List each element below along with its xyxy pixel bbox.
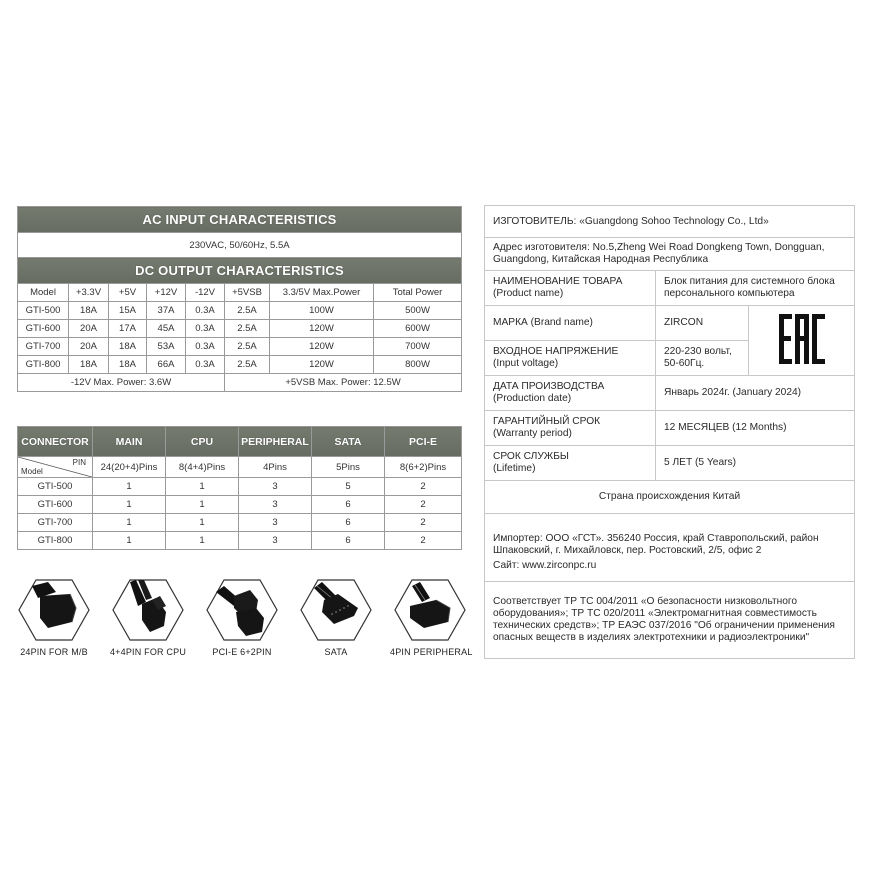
connector-label: PCI-E 6+2PIN: [212, 647, 272, 657]
connector-label: SATA: [324, 647, 348, 657]
cell: 2: [385, 478, 462, 496]
ac-input-value: 230VAC, 50/60Hz, 5.5A: [18, 233, 462, 258]
warranty-label: [485, 411, 656, 446]
col-header: -12V: [186, 284, 225, 302]
cell: 1: [166, 496, 239, 514]
minus12v-max-power: -12V Max. Power: 3.6W: [18, 374, 225, 392]
label-ru: ДАТА ПРОИЗВОДСТВА: [493, 381, 605, 392]
cell: 37A: [147, 302, 186, 320]
sata-connector-icon: [300, 578, 372, 642]
col-header: 3.3/5V Max.Power: [270, 284, 374, 302]
frequency-range: 50-60Гц.: [664, 358, 705, 369]
production-date-value: Январь 2024г. (January 2024): [656, 376, 855, 411]
cell: 120W: [270, 356, 374, 374]
connector-icon-item: [14, 578, 94, 657]
col-header: Model: [18, 284, 69, 302]
cell: 53A: [147, 338, 186, 356]
cell: 1: [166, 514, 239, 532]
power-spec-table: [17, 206, 462, 392]
5vsb-max-power: +5VSB Max. Power: 12.5W: [225, 374, 462, 392]
col-header: +5VSB: [225, 284, 270, 302]
connector-icons: [10, 578, 473, 663]
voltage-range: 220-230 вольт,: [664, 346, 732, 357]
pcie-connector-icon: [206, 578, 278, 642]
cell: GTI-500: [18, 302, 69, 320]
lifetime-row: [485, 446, 855, 481]
cell: 0.3A: [186, 302, 225, 320]
dc-output-title: DC OUTPUT CHARACTERISTICS: [18, 258, 462, 284]
cell: 120W: [270, 320, 374, 338]
cell: 8(6+2)Pins: [385, 457, 462, 478]
product-name-row: [485, 271, 855, 306]
cell: 6: [312, 496, 385, 514]
product-name-label: [485, 271, 656, 306]
label-ru: ВХОДНОЕ НАПРЯЖЕНИЕ: [493, 346, 619, 357]
brand-label: МАРКА (Brand name): [485, 306, 656, 341]
cell: 20A: [69, 320, 109, 338]
cell: GTI-700: [18, 338, 69, 356]
cell: GTI-800: [18, 356, 69, 374]
table-row: [18, 478, 462, 496]
production-date-label: [485, 376, 656, 411]
cell: 0.3A: [186, 320, 225, 338]
connector-table: [17, 426, 462, 550]
cell: 2.5A: [225, 338, 270, 356]
cell: GTI-800: [18, 532, 93, 550]
cell: 18A: [109, 338, 147, 356]
cell: 1: [93, 478, 166, 496]
label-en: (Production date): [493, 393, 572, 404]
pin-row: [18, 457, 462, 478]
cell: 0.3A: [186, 338, 225, 356]
cell: 3: [239, 478, 312, 496]
cell: 2: [385, 496, 462, 514]
address-row: [485, 238, 855, 271]
cell: 3: [239, 514, 312, 532]
connector-label: 4+4PIN FOR CPU: [109, 647, 187, 657]
cell: 0.3A: [186, 356, 225, 374]
compliance-text: Соответствует ТР ТС 004/2011 «О безопасности низковольтного оборудования»; ТР ТС 020/2011 «Электромагнитная совместимость технических средств»; ТР ЕАЭС 037/2016 "Об ограничении применения опасных веществ в изделиях электротехники и радиоэлектроники": [485, 582, 855, 659]
connector-icon-item: [390, 578, 473, 657]
connector-icon-item: [202, 578, 282, 657]
label-ru: ГАРАНТИЙНЫЙ СРОК: [493, 416, 601, 427]
cell: 2.5A: [225, 320, 270, 338]
cell: 5Pins: [312, 457, 385, 478]
connector-label: 4PIN PERIPHERAL: [390, 647, 473, 657]
pin-label: PIN: [72, 458, 86, 467]
cell: 66A: [147, 356, 186, 374]
importer-cell: [485, 514, 855, 582]
cell: 2: [385, 532, 462, 550]
label-en: (Warranty period): [493, 428, 572, 439]
24pin-connector-icon: [18, 578, 90, 642]
connector-icon-item: [296, 578, 376, 657]
cell: 500W: [374, 302, 462, 320]
manufacturer: ИЗГОТОВИТЕЛЬ: «Guangdong Sohoo Technology Co., Ltd»: [485, 206, 855, 238]
label-en: (Lifetime): [493, 463, 536, 474]
col-header: +3.3V: [69, 284, 109, 302]
eac-mark-cell: [749, 306, 855, 376]
col-header: +5V: [109, 284, 147, 302]
dc-footer-row: [18, 374, 462, 392]
model-label: Model: [21, 467, 43, 476]
diagonal-header-cell: [18, 457, 93, 478]
manufacturer-row: [485, 206, 855, 238]
website: Сайт: www.zirconpc.ru: [493, 560, 597, 571]
table-row: [18, 302, 462, 320]
cell: 600W: [374, 320, 462, 338]
cell: 17A: [109, 320, 147, 338]
cpu-connector-icon: [112, 578, 184, 642]
brand-value: ZIRCON: [656, 306, 749, 341]
col-header: MAIN: [93, 427, 166, 457]
label-ru: НАИМЕНОВАНИЕ ТОВАРА: [493, 276, 623, 287]
cell: 1: [93, 496, 166, 514]
col-header: +12V: [147, 284, 186, 302]
manufacturer-address: Адрес изготовителя: No.5,Zheng Wei Road Dongkeng Town, Dongguan, Guangdong, Китайская Народная Республика: [485, 238, 855, 271]
table-row: [18, 532, 462, 550]
eac-certification-icon: [776, 312, 828, 366]
cell: 18A: [69, 356, 109, 374]
compliance-row: [485, 582, 855, 659]
cell: 1: [166, 532, 239, 550]
lifetime-value: 5 ЛЕТ (5 Years): [656, 446, 855, 481]
cell: 24(20+4)Pins: [93, 457, 166, 478]
cell: 1: [93, 514, 166, 532]
cell: 700W: [374, 338, 462, 356]
cell: 3: [239, 496, 312, 514]
cell: GTI-700: [18, 514, 93, 532]
warranty-value: 12 МЕСЯЦЕВ (12 Months): [656, 411, 855, 446]
cell: 45A: [147, 320, 186, 338]
table-row: [18, 338, 462, 356]
cell: 20A: [69, 338, 109, 356]
ac-input-title: AC INPUT CHARACTERISTICS: [18, 207, 462, 233]
col-header: PERIPHERAL: [239, 427, 312, 457]
cell: GTI-600: [18, 496, 93, 514]
cell: 2.5A: [225, 356, 270, 374]
table-row: [18, 320, 462, 338]
cell: 100W: [270, 302, 374, 320]
connector-header-row: [18, 427, 462, 457]
cell: 1: [166, 478, 239, 496]
production-date-row: [485, 376, 855, 411]
cell: 2.5A: [225, 302, 270, 320]
voltage-label: [485, 341, 656, 376]
label-ru: СРОК СЛУЖБЫ: [493, 451, 569, 462]
table-row: [18, 496, 462, 514]
molex-connector-icon: [394, 578, 466, 642]
cell: 2: [385, 514, 462, 532]
label-en: (Input voltage): [493, 358, 559, 369]
table-row: [18, 356, 462, 374]
label-en: (Product name): [493, 288, 564, 299]
cell: 800W: [374, 356, 462, 374]
dc-header-row: [18, 284, 462, 302]
cell: 6: [312, 532, 385, 550]
importer-row: [485, 514, 855, 582]
cell: 18A: [69, 302, 109, 320]
col-header: CPU: [166, 427, 239, 457]
origin-row: [485, 481, 855, 514]
cell: GTI-600: [18, 320, 69, 338]
cell: 15A: [109, 302, 147, 320]
lifetime-label: [485, 446, 656, 481]
col-header: CONNECTOR: [18, 427, 93, 457]
brand-row: [485, 306, 855, 341]
cell: 5: [312, 478, 385, 496]
cell: 8(4+4)Pins: [166, 457, 239, 478]
importer-info: Импортер: ООО «ГСТ». 356240 Россия, край Ставропольский, район Шпаковский, г. Михайловск, пер. Ростовский, 2/5, офис 2: [493, 533, 819, 556]
country-of-origin: Страна происхождения Китай: [485, 481, 855, 514]
table-row: [18, 514, 462, 532]
cell: 6: [312, 514, 385, 532]
product-info-table: [484, 205, 855, 659]
col-header: Total Power: [374, 284, 462, 302]
cell: 18A: [109, 356, 147, 374]
warranty-row: [485, 411, 855, 446]
cell: GTI-500: [18, 478, 93, 496]
cell: 1: [93, 532, 166, 550]
connector-icon-item: [108, 578, 188, 657]
cell: 120W: [270, 338, 374, 356]
cell: 3: [239, 532, 312, 550]
product-name-value: Блок питания для системного блока персонального компьютера: [656, 271, 855, 306]
col-header: PCI-E: [385, 427, 462, 457]
cell: 4Pins: [239, 457, 312, 478]
connector-label: 24PIN FOR M/B: [20, 647, 88, 657]
voltage-value: [656, 341, 749, 376]
col-header: SATA: [312, 427, 385, 457]
